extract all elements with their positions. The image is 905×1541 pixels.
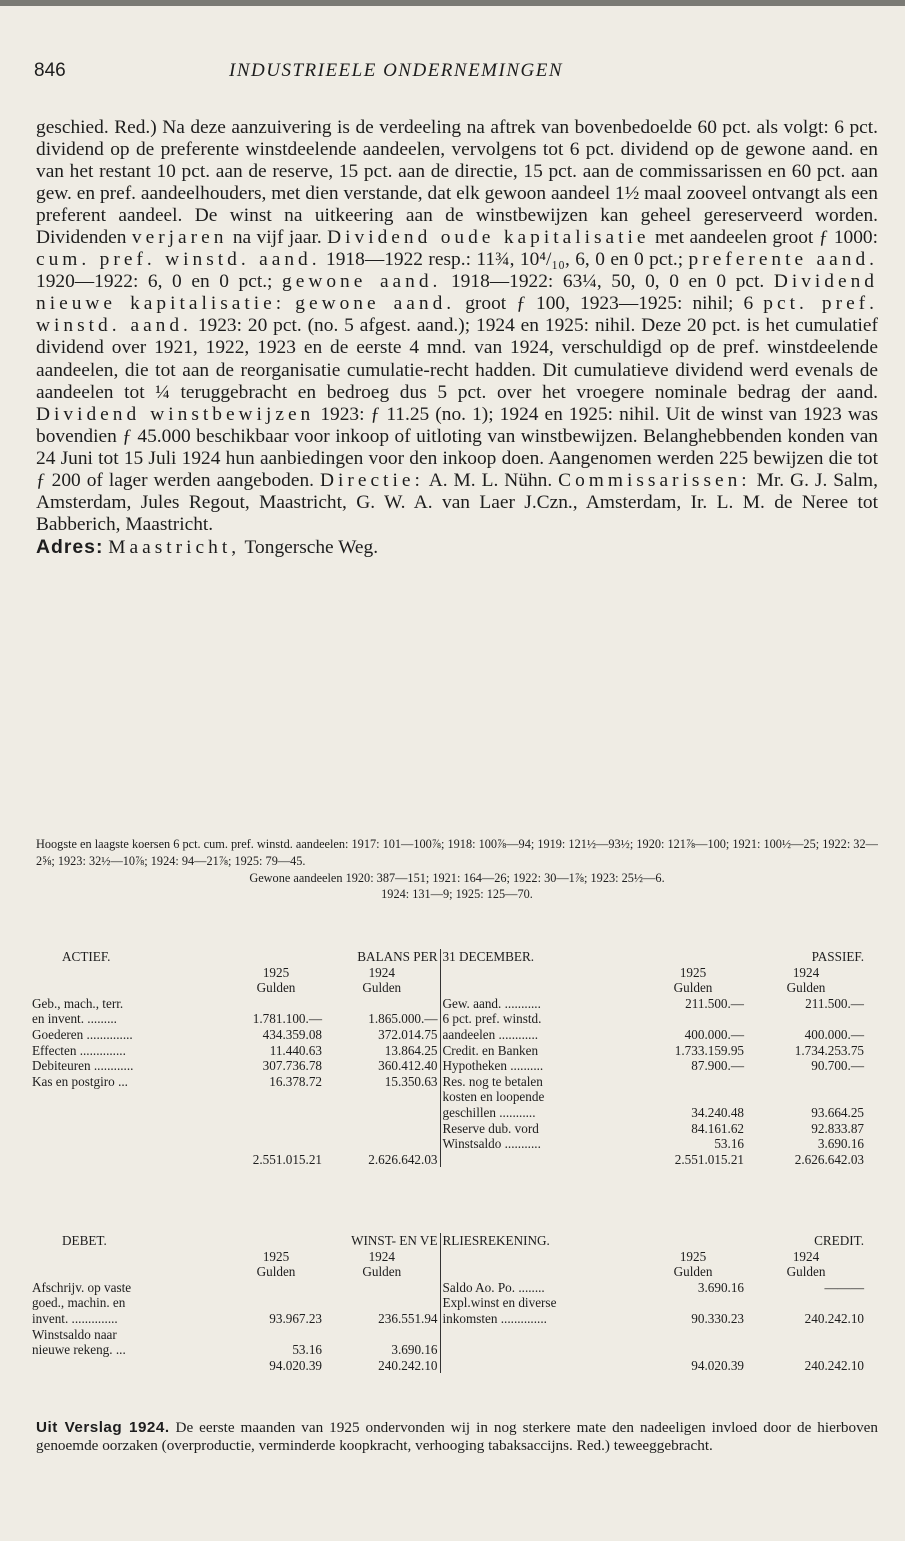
amount-cell: 1.865.000.—	[368, 1011, 438, 1027]
unit-header: Gulden	[362, 1264, 402, 1280]
table-title-row	[30, 949, 866, 965]
spaced-term: Dividend nieuwe kapitalisatie:	[36, 271, 878, 315]
amount-cell	[640, 1011, 746, 1027]
amount-cell	[228, 1136, 324, 1152]
row-label: invent. ..............	[32, 1310, 118, 1326]
table-row	[30, 1074, 866, 1090]
row-label: Geb., mach., terr.	[32, 995, 124, 1011]
amount-cell: 3.690.16	[697, 1279, 745, 1295]
row-label: Effecten ..............	[32, 1042, 126, 1058]
spaced-term: cum. pref. winstd. aand.	[36, 249, 321, 271]
amount-cell: 211.500.—	[685, 995, 744, 1011]
amount-cell: 34.240.48	[691, 1104, 744, 1120]
amount-cell	[640, 1074, 746, 1090]
amount-cell	[746, 1074, 866, 1090]
total-cell: 2.551.015.21	[252, 1151, 322, 1167]
year-header: 1925	[262, 964, 290, 980]
amount-cell	[746, 1327, 866, 1343]
price-line-common-cont: 1924: 131—9; 1925: 125—70.	[381, 887, 533, 902]
pl-title-left: WINST- EN VE	[351, 1233, 438, 1248]
amount-cell: 307.736.78	[262, 1058, 322, 1074]
year-header: 1924	[368, 964, 395, 980]
row-label: Afschrijv. op vaste	[32, 1279, 132, 1295]
row-label: Saldo Ao. Po. ........	[440, 1280, 640, 1296]
row-label: Debiteuren ............	[32, 1058, 134, 1074]
row-label	[440, 1327, 640, 1343]
amount-cell: 434.359.08	[262, 1026, 322, 1042]
credit-heading: CREDIT.	[814, 1233, 865, 1248]
row-label: Expl.winst en diverse	[440, 1295, 640, 1311]
spaced-term: pct. pref. winstd. aand.	[36, 293, 878, 337]
table-row	[30, 1089, 866, 1105]
table-row	[30, 1327, 866, 1343]
amount-cell	[324, 996, 440, 1012]
row-label: Credit. en Banken	[440, 1043, 640, 1059]
balance-title-right: 31 DECEMBER.	[440, 949, 640, 965]
table-row	[30, 1280, 866, 1296]
text-run: geschied. Red.) Na deze aanzuivering is de verdeeling na aftrek van bovenbedoelde 60 pct. als volgt: 6 pct. dividend op de preferente winstdeelende aandeelen, vervolgens tot 6 pct. dividend op de gewone aand. en van het restant 10 pct. aan de reserve, 15 pct. aan de directie, 15 pct. aan de commissarissen en 60 pct. aan gew. en pref. aandeelhouders, met dien verstande, dat elk gewoon aandeel 1½ maal zooveel ontvangt als een preferent aandeel. De winst na uitkeering aan de winstbewijzen kan geheel gereserveerd worden. Dividenden	[36, 117, 878, 249]
text-run: A. M. L. Nühn.	[423, 469, 559, 491]
profit-loss-account	[30, 1233, 866, 1373]
table-row	[30, 1105, 866, 1121]
body-paragraph	[36, 117, 878, 559]
unit-row	[30, 1264, 866, 1280]
year-header: 1925	[679, 1248, 707, 1264]
amount-cell	[228, 1105, 324, 1121]
amount-cell: 1.733.159.95	[674, 1042, 744, 1058]
text-run: 1923: 20 pct. (no. 5 afgest. aand.); 1924 en 1925: nihil. Deze 20 pct. is het cumulatief dividend over 1921, 1922, 1923 en de eerste 4 mnd. van 1924, verschuldigd op de pref. winstdeelende aandeelen, die tot aan de reorganisatie cumulatie-recht hadden. Dit cumulatieve dividend werd evenals de aandeelen tot ¼ teruggebracht en bedroeg dus 5 pct. over het vroegere nominale bedrag der aand.	[36, 315, 878, 403]
text-run	[285, 293, 295, 314]
amount-cell: 90.700.—	[811, 1058, 864, 1074]
unit-header: Gulden	[256, 980, 296, 996]
balance-title-left: BALANS PER	[357, 949, 438, 964]
row-label	[30, 1105, 228, 1121]
row-label: Res. nog te betalen	[440, 1074, 640, 1090]
unit-row	[30, 980, 866, 996]
row-label: inkomsten ..............	[440, 1311, 640, 1327]
debet-heading: DEBET.	[62, 1233, 107, 1248]
actief-heading: ACTIEF.	[62, 949, 111, 964]
amount-cell	[324, 1280, 440, 1296]
row-label: Winstsaldo naar	[32, 1326, 117, 1342]
amount-cell	[228, 1280, 324, 1296]
amount-cell	[324, 1295, 440, 1311]
table-row	[30, 1058, 866, 1074]
pl-title-right: RLIESREKENING.	[440, 1233, 640, 1249]
row-label: Gew. aand. ...........	[440, 996, 640, 1012]
address-label: Adres:	[36, 535, 104, 558]
year-header: 1924	[792, 964, 820, 980]
amount-cell	[746, 1089, 866, 1105]
amount-cell	[324, 1327, 440, 1343]
amount-cell: 400.000.—	[804, 1026, 864, 1042]
year-header: 1925	[262, 1248, 290, 1264]
unit-header: Gulden	[256, 1264, 296, 1280]
unit-header: Gulden	[673, 1264, 713, 1280]
amount-cell	[228, 1295, 324, 1311]
year-header: 1924	[792, 1248, 820, 1264]
row-label: geschillen ...........	[440, 1105, 640, 1121]
amount-cell	[640, 1089, 746, 1105]
total-row	[30, 1152, 866, 1168]
spaced-term: Dividend oude kapitalisatie	[327, 227, 650, 249]
row-label: Winstsaldo ...........	[440, 1136, 640, 1152]
amount-cell: 93.967.23	[269, 1310, 322, 1326]
amount-cell	[324, 1136, 440, 1152]
price-ranges	[36, 836, 878, 903]
spaced-term: Dividend winstbewijzen	[36, 403, 315, 425]
amount-cell: 90.330.23	[691, 1310, 745, 1326]
page-number: 846	[34, 60, 66, 81]
report-text: De eerste maanden van 1925 ondervonden wij in nog sterkere mate den nadeeligen invloed door de hierboven genoemde oorzaken (overproductie, verminderde koopkracht, verhooging tabaksaccijns. Red.) teweeggebracht.	[36, 1419, 878, 1455]
text-run: 1920—1922: 6, 0 en 0 pct.;	[36, 271, 283, 293]
amount-cell	[746, 1342, 866, 1358]
total-cell: 94.020.39	[691, 1357, 745, 1373]
price-line-common: Gewone aandeelen 1920: 387—151; 1921: 164—26; 1922: 30—1⅞; 1923: 25½—6.	[249, 870, 665, 885]
total-cell: 2.626.642.03	[794, 1151, 864, 1167]
row-label	[30, 1136, 228, 1152]
spaced-term: gewone aand.	[295, 293, 456, 315]
spaced-term: gewone aand.	[282, 271, 442, 293]
amount-cell: 16.378.72	[269, 1073, 322, 1089]
text-run: 1923: ƒ 11.25 (no. 1); 1924 en 1925: nihil. Uit de winst van 1923 was bovendien ƒ 45.000 beschikbaar voor inkoop of uitloting van winstbewijzen. Belanghebbenden konden van 24 Juni tot 15 Juli 1924 hun aanbiedingen voor den inkoop doen. Aangenomen werden 225 bewijzen die tot ƒ 200 of lager werden aangeboden.	[36, 403, 878, 491]
amount-cell: 360.412.40	[378, 1058, 438, 1074]
spaced-term: preferente aand.	[688, 249, 879, 271]
row-label: kosten en loopende	[440, 1089, 640, 1105]
total-row	[30, 1358, 866, 1374]
passief-heading: PASSIEF.	[811, 949, 864, 964]
year-header: 1924	[368, 1248, 395, 1264]
amount-cell: 11.440.63	[269, 1042, 322, 1058]
amount-cell	[640, 1327, 746, 1343]
row-label	[440, 1342, 640, 1358]
amount-cell	[324, 1105, 440, 1121]
amount-cell	[746, 1011, 866, 1027]
table-row	[30, 1011, 866, 1027]
text-run: groot ƒ 100, 1923—1925: nihil; 6	[455, 293, 764, 315]
amount-cell: 400.000.—	[684, 1026, 744, 1042]
spaced-term: Directie:	[320, 469, 424, 491]
unit-header: Gulden	[673, 980, 713, 996]
spaced-term: Commissarissen:	[558, 469, 751, 491]
row-label: Kas en postgiro ...	[32, 1073, 128, 1089]
table-title-row	[30, 1233, 866, 1249]
total-cell: 2.626.642.03	[368, 1151, 438, 1167]
amount-cell: 3.690.16	[391, 1342, 438, 1358]
running-title: INDUSTRIEELE ONDERNEMINGEN	[229, 60, 564, 81]
amount-cell	[228, 1121, 324, 1137]
amount-cell: 53.16	[292, 1342, 322, 1358]
row-label: goed., machin. en	[32, 1295, 126, 1311]
address-street: Tongersche Weg.	[240, 536, 379, 558]
year-row	[30, 1249, 866, 1265]
amount-cell: 211.500.—	[805, 995, 864, 1011]
amount-cell: 87.900.—	[691, 1058, 744, 1074]
text-run: met aandeelen groot ƒ 1000:	[649, 227, 878, 249]
page-top-edge	[0, 0, 905, 6]
page-header	[34, 60, 874, 90]
table-row	[30, 996, 866, 1012]
text-run: na vijf jaar.	[227, 227, 328, 249]
amount-cell: 372.014.75	[378, 1026, 438, 1042]
table-row	[30, 1027, 866, 1043]
balance-sheet	[30, 949, 866, 1167]
total-cell: 240.242.10	[804, 1357, 865, 1373]
table-row	[30, 1136, 866, 1152]
table-row	[30, 1121, 866, 1137]
amount-cell: 53.16	[714, 1136, 744, 1152]
year-header: 1925	[679, 964, 707, 980]
table-row	[30, 1342, 866, 1358]
row-label	[30, 1089, 228, 1105]
row-label: Hypotheken ..........	[440, 1058, 640, 1074]
amount-cell: 93.664.25	[811, 1104, 864, 1120]
total-cell: 2.551.015.21	[674, 1151, 744, 1167]
text-run: 1918—1922: 63¼, 50, 0, 0 en 0 pct.	[441, 271, 774, 293]
price-line-pref: Hoogste en laagste koersen 6 pct. cum. pref. winstd. aandeelen: 1917: 101—100⅞; 1918: 100⅞—94; 1919: 121½—93½; 1920: 121⅞—100; 1921: 100½—25; 1922: 32—2⅝; 1923: 32½—10⅞; 1924: 94—21⅞; 1925: 79—45.	[36, 837, 878, 868]
row-label: en invent. .........	[32, 1011, 117, 1027]
amount-cell	[324, 1121, 440, 1137]
unit-header: Gulden	[786, 980, 826, 996]
total-cell: 94.020.39	[269, 1357, 322, 1373]
amount-cell: 92.833.87	[811, 1120, 864, 1136]
amount-cell: 240.242.10	[804, 1310, 865, 1326]
table-row	[30, 1043, 866, 1059]
amount-cell	[640, 1295, 746, 1311]
unit-header: Gulden	[362, 980, 402, 996]
amount-cell: 1.734.253.75	[794, 1042, 864, 1058]
row-label: Goederen ..............	[32, 1026, 133, 1042]
amount-cell: 1.781.100.—	[252, 1011, 322, 1027]
text-run: Mr. G. J. Salm, Amsterdam, Jules Regout, Maastricht, G. W. A. van Laer J.Czn., Amsterdam, Ir. L. M. de Neree tot Babberich, Maastricht.	[36, 469, 878, 535]
spaced-term: verjaren	[131, 227, 228, 249]
amount-cell	[228, 1089, 324, 1105]
amount-cell	[746, 1295, 866, 1311]
amount-cell: 84.161.62	[691, 1120, 744, 1136]
table-row	[30, 1311, 866, 1327]
amount-cell	[640, 1342, 746, 1358]
amount-cell: 13.864.25	[384, 1042, 438, 1058]
row-label: 6 pct. pref. winstd.	[440, 1011, 640, 1027]
unit-header: Gulden	[786, 1264, 826, 1280]
address-city: Maastricht,	[108, 536, 241, 558]
row-label	[30, 1121, 228, 1137]
text-run: 1918—1922 resp.: 11¾, 10⁴/₁₀, 6, 0 en 0 pct.;	[320, 249, 689, 271]
amount-cell: 236.551.94	[378, 1310, 438, 1326]
amount-cell	[228, 996, 324, 1012]
year-row	[30, 965, 866, 981]
amount-cell: ———	[824, 1279, 865, 1295]
annual-report-note	[36, 1419, 878, 1456]
amount-cell: 3.690.16	[817, 1136, 864, 1152]
amount-cell	[228, 1327, 324, 1343]
report-label: Uit Verslag 1924.	[36, 1419, 170, 1436]
row-label: nieuwe rekeng. ...	[32, 1342, 126, 1358]
total-cell: 240.242.10	[378, 1357, 438, 1373]
row-label: Reserve dub. vord	[440, 1121, 640, 1137]
table-row	[30, 1295, 866, 1311]
row-label: aandeelen ............	[440, 1027, 640, 1043]
amount-cell	[324, 1089, 440, 1105]
amount-cell: 15.350.63	[384, 1073, 438, 1089]
